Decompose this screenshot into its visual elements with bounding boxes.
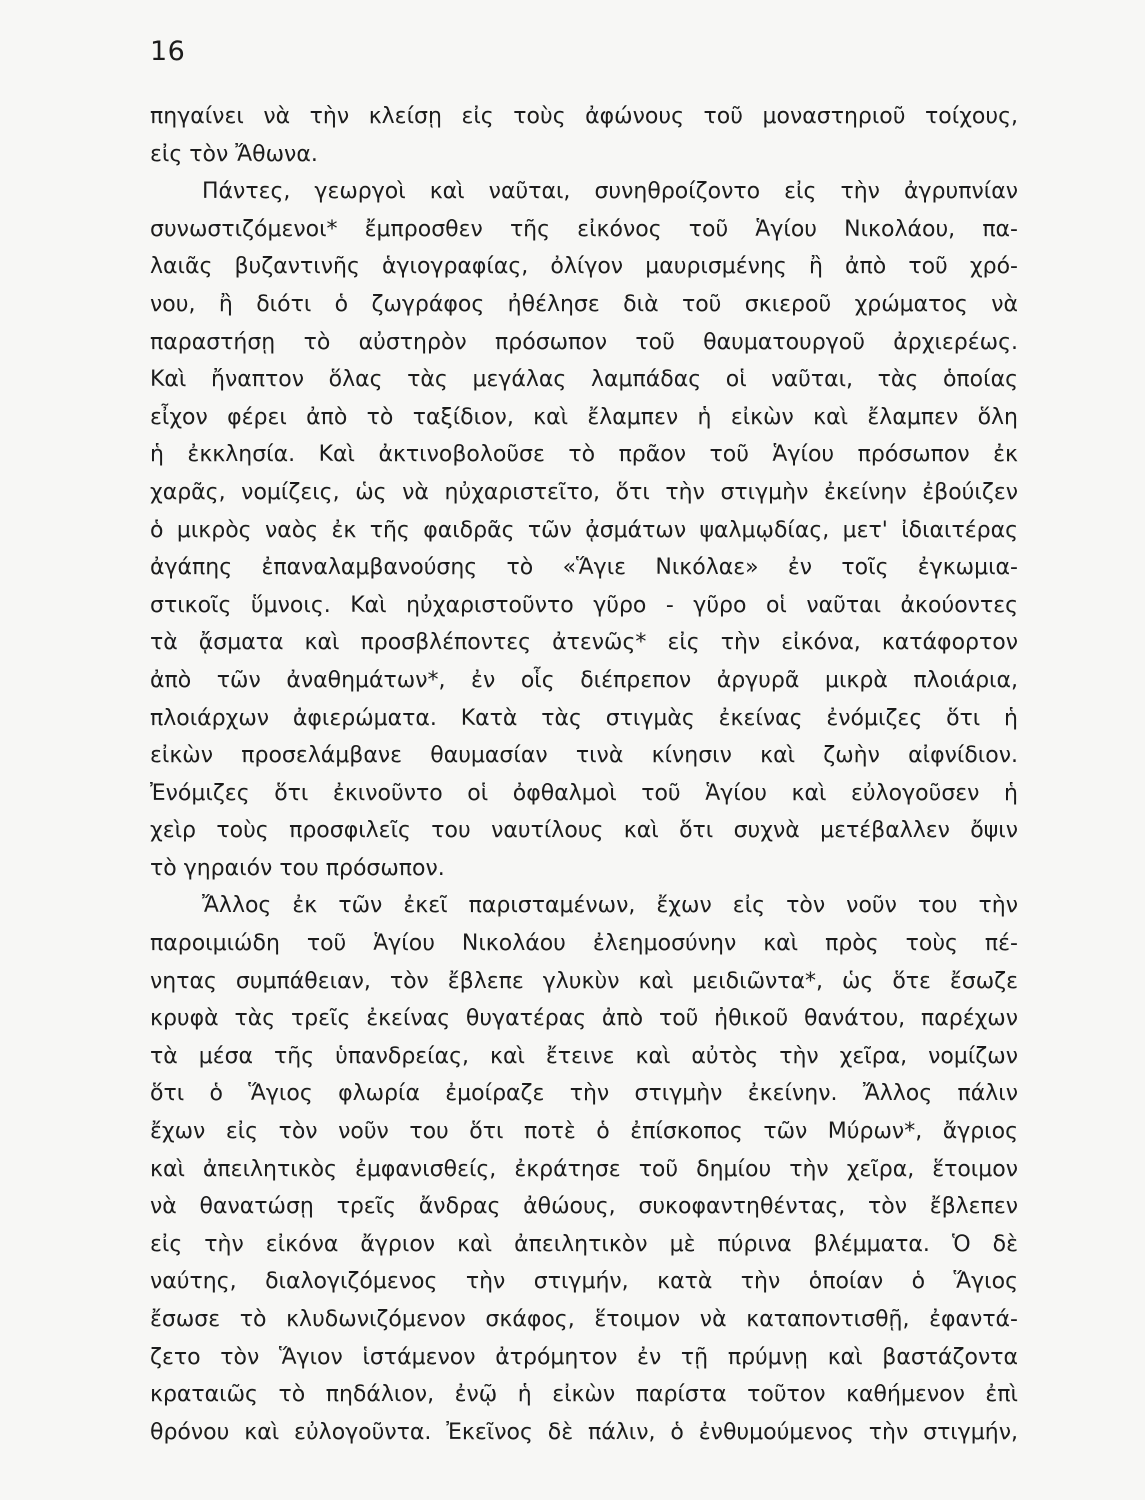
text-line: εἰκὼν προσελάμβανε θαυμασίαν τινὰ κίνησιν καὶ ζωὴν αἰφνίδιον. bbox=[150, 743, 1018, 769]
text-line: τὰ ᾄσματα καὶ προσβλέποντες ἀτενῶς* εἰς τὴν εἰκόνα, κατάφορτον bbox=[150, 630, 1018, 656]
text-line: ὅτι ὁ Ἅγιος φλωρία ἐμοίραζε τὴν στιγμὴν ἐκείνην. Ἄλλος πάλιν bbox=[150, 1081, 1018, 1107]
paragraph-start-line: Ἄλλος ἐκ τῶν ἐκεῖ παρισταμένων, ἔχων εἰς τὸν νοῦν του τὴν bbox=[202, 893, 1018, 919]
text-line: παροιμιώδη τοῦ Ἁγίου Νικολάου ἐλεημοσύνην καὶ πρὸς τοὺς πέ- bbox=[150, 931, 1018, 957]
text-line: ἡ ἐκκλησία. Καὶ ἀκτινοβολοῦσε τὸ πρᾶον τοῦ Ἁγίου πρόσωπον ἐκ bbox=[150, 442, 1018, 468]
text-line: λαιᾶς βυζαντινῆς ἁγιογραφίας, ὀλίγον μαυρισμένης ἢ ἀπὸ τοῦ χρό- bbox=[150, 254, 1018, 280]
text-line: εἶχον φέρει ἀπὸ τὸ ταξίδιον, καὶ ἔλαμπεν ἡ εἰκὼν καὶ ἔλαμπεν ὅλη bbox=[150, 404, 1018, 430]
text-line: Καὶ ἤναπτον ὅλας τὰς μεγάλας λαμπάδας οἱ ναῦται, τὰς ὁποίας bbox=[150, 367, 1018, 393]
text-line: πλοιάρχων ἀφιερώματα. Κατὰ τὰς στιγμὰς ἐκείνας ἐνόμιζες ὅτι ἡ bbox=[150, 705, 1018, 731]
text-line: ναύτης, διαλογιζόμενος τὴν στιγμήν, κατὰ τὴν ὁποίαν ὁ Ἅγιος bbox=[150, 1269, 1018, 1295]
text-line: ἀπὸ τῶν ἀναθημάτων*, ἐν οἷς διέπρεπον ἀργυρᾶ μικρὰ πλοιάρια, bbox=[150, 667, 1018, 693]
text-line: θρόνου καὶ εὐλογοῦντα. Ἐκεῖνος δὲ πάλιν, ὁ ἐνθυμούμενος τὴν στιγμήν, bbox=[150, 1419, 1018, 1445]
body-text bbox=[150, 98, 1018, 1451]
text-line: συνωστιζόμενοι* ἔμπροσθεν τῆς εἰκόνος τοῦ Ἁγίου Νικολάου, πα- bbox=[150, 216, 1018, 242]
text-line: ὁ μικρὸς ναὸς ἐκ τῆς φαιδρᾶς τῶν ᾀσμάτων ψαλμῳδίας, μετ' ἰδιαιτέρας bbox=[150, 517, 1018, 543]
text-line: πηγαίνει νὰ τὴν κλείσῃ εἰς τοὺς ἀφώνους τοῦ μοναστηριοῦ τοίχους, bbox=[150, 104, 1018, 129]
text-line: καὶ ἀπειλητικὸς ἐμφανισθείς, ἐκράτησε τοῦ δημίου τὴν χεῖρα, ἕτοιμον bbox=[150, 1156, 1018, 1182]
text-line: νὰ θανατώσῃ τρεῖς ἄνδρας ἀθώους, συκοφαντηθέντας, τὸν ἔβλεπεν bbox=[150, 1194, 1018, 1220]
paragraph-start-line: Πάντες, γεωργοὶ καὶ ναῦται, συνηθροίζοντο εἰς τὴν ἀγρυπνίαν bbox=[202, 179, 1018, 205]
page-number: 16 bbox=[150, 36, 186, 67]
text-line: τὰ μέσα τῆς ὑπανδρείας, καὶ ἔτεινε καὶ αὐτὸς τὴν χεῖρα, νομίζων bbox=[150, 1043, 1018, 1069]
text-line: ἔχων εἰς τὸν νοῦν του ὅτι ποτὲ ὁ ἐπίσκοπος τῶν Μύρων*, ἄγριος bbox=[150, 1119, 1018, 1145]
text-line: ἀγάπης ἐπαναλαμβανούσης τὸ «Ἅγιε Νικόλαε» ἐν τοῖς ἐγκωμια- bbox=[150, 555, 1018, 581]
text-line: Ἐνόμιζες ὅτι ἐκινοῦντο οἱ ὀφθαλμοὶ τοῦ Ἁγίου καὶ εὐλογοῦσεν ἡ bbox=[150, 780, 1018, 806]
text-line: κρυφὰ τὰς τρεῖς ἐκείνας θυγατέρας ἀπὸ τοῦ ἠθικοῦ θανάτου, παρέχων bbox=[150, 1006, 1018, 1032]
text-line: εἰς τὴν εἰκόνα ἄγριον καὶ ἀπειλητικὸν μὲ πύρινα βλέμματα. Ὁ δὲ bbox=[150, 1231, 1018, 1257]
text-line: ἔσωσε τὸ κλυδωνιζόμενον σκάφος, ἕτοιμον νὰ καταποντισθῇ, ἐφαντά- bbox=[150, 1307, 1018, 1332]
text-line: νου, ἢ διότι ὁ ζωγράφος ἠθέλησε διὰ τοῦ σκιεροῦ χρώματος νὰ bbox=[150, 291, 1018, 317]
text-line: χεὶρ τοὺς προσφιλεῖς του ναυτίλους καὶ ὅτι συχνὰ μετέβαλλεν ὄψιν bbox=[150, 818, 1018, 844]
text-line: ζετο τὸν Ἅγιον ἱστάμενον ἀτρόμητον ἐν τῇ πρύμνῃ καὶ βαστάζοντα bbox=[150, 1344, 1018, 1370]
text-line: εἰς τὸν Ἄθωνα. bbox=[150, 141, 318, 167]
text-line: νητας συμπάθειαν, τὸν ἔβλεπε γλυκὺν καὶ μειδιῶντα*, ὡς ὅτε ἔσωζε bbox=[150, 968, 1018, 994]
text-line: χαρᾶς, νομίζεις, ὡς νὰ ηὐχαριστεῖτο, ὅτι τὴν στιγμὴν ἐκείνην ἐβούιζεν bbox=[150, 479, 1018, 505]
text-line: τὸ γηραιόν του πρόσωπον. bbox=[150, 855, 445, 881]
text-line: κραταιῶς τὸ πηδάλιον, ἐνῷ ἡ εἰκὼν παρίστα τοῦτον καθήμενον ἐπὶ bbox=[150, 1382, 1018, 1408]
text-line: στικοῖς ὕμνοις. Καὶ ηὐχαριστοῦντο γῦρο - γῦρο οἱ ναῦται ἀκούοντες bbox=[150, 592, 1018, 618]
text-line: παραστήσῃ τὸ αὐστηρὸν πρόσωπον τοῦ θαυματουργοῦ ἀρχιερέως. bbox=[150, 329, 1018, 355]
